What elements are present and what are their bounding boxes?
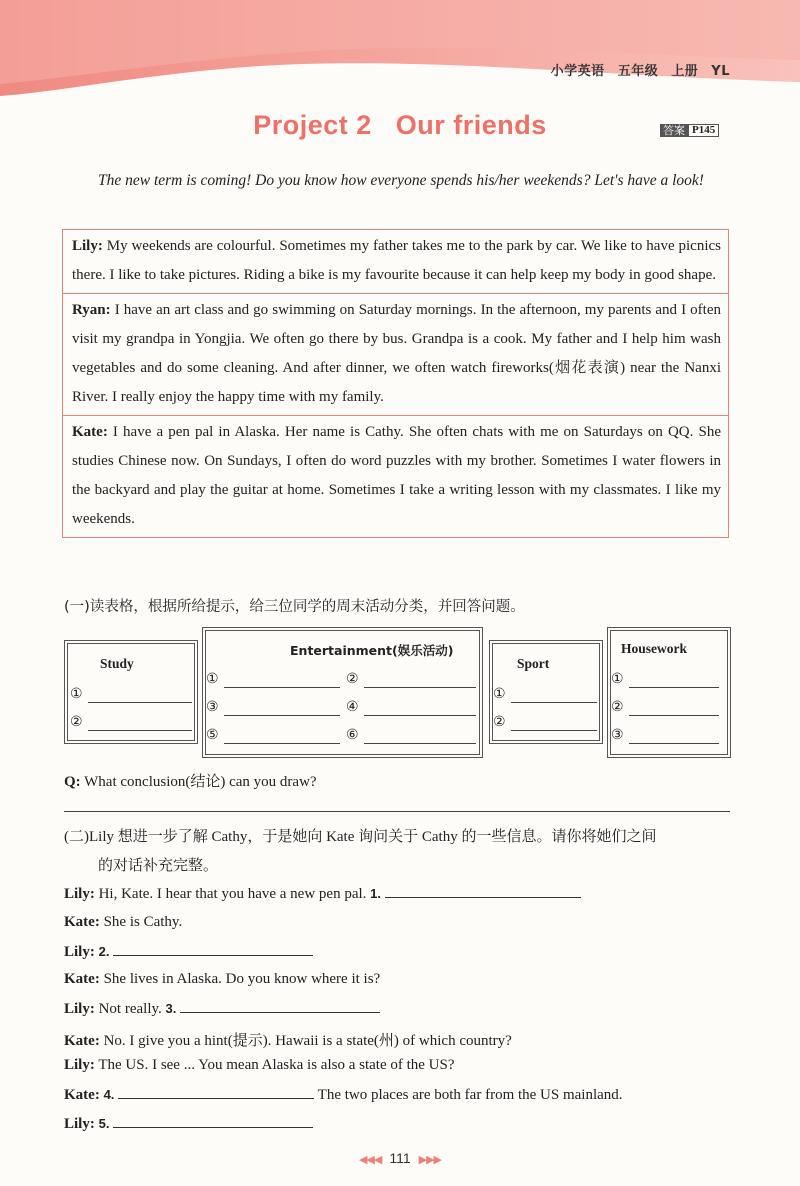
reading-paragraph-kate (63, 415, 728, 537)
dialog-line-3: Lily: 2. (64, 943, 313, 961)
page-footer (0, 1150, 800, 1166)
reading-paragraph-lily (63, 230, 728, 293)
left-arrows-icon: ◀◀◀ (358, 1154, 382, 1166)
dialog-blank-5[interactable] (113, 1115, 313, 1128)
header-banner (0, 0, 800, 100)
conclusion-answer-line[interactable] (64, 811, 730, 812)
dialog-line-9: Lily: 5. (64, 1115, 313, 1133)
dialog-blank-3[interactable] (180, 1000, 380, 1013)
edition-label: YL (711, 64, 730, 79)
reading-paragraph-ryan (63, 293, 728, 415)
dialog-blank-2[interactable] (113, 943, 313, 956)
paragraph-text: I have a pen pal in Alaska. Her name is Cathy. She often chats with me on Saturdays on QQ. She studies Chinese now. On Sundays, I often do word puzzles with my brother. Sometimes I water flowers in the backyard and play the guitar at home. Sometimes I take a writing lesson with my classmates. I like my weekends. (72, 424, 721, 527)
sport-slot-2[interactable]: ② (493, 714, 597, 731)
paragraph-text: My weekends are colourful. Sometimes my father takes me to the park by car. We like to have picnics there. I like to take pictures. Riding a bike is my favourite because it can help keep my body in good shape. (72, 238, 721, 283)
speaker-name: Kate: (72, 424, 108, 440)
dialog-line-4: Kate: She lives in Alaska. Do you know where it is? (64, 971, 381, 987)
volume-label: 上册 (671, 64, 699, 79)
housework-slot-3[interactable]: ③ (611, 727, 719, 744)
dialog-line-2: Kate: She is Cathy. (64, 914, 183, 930)
dialog-blank-4[interactable] (118, 1086, 314, 1099)
study-heading: Study (100, 656, 134, 671)
speaker-name: Lily: (72, 238, 103, 254)
part2-instruction (64, 823, 734, 881)
entertainment-slot-1[interactable]: ① (206, 671, 340, 688)
entertainment-heading: Entertainment(娱乐活动) (290, 643, 454, 658)
right-arrows-icon: ▶▶▶ (418, 1154, 442, 1166)
dialog-line-6: Kate: No. I give you a hint(提示). Hawaii is a state(州) of which country? (64, 1033, 512, 1049)
answer-tag-label: 答案 (660, 124, 688, 137)
intro-text: The new term is coming! Do you know how everyone spends his/her weekends? Let's have a look! (98, 172, 704, 189)
dialog-line-5: Lily: Not really. 3. (64, 1000, 380, 1018)
speaker-name: Ryan: (72, 302, 111, 318)
entertainment-box (205, 630, 480, 755)
answer-reference (660, 123, 719, 137)
entertainment-slot-6[interactable]: ⑥ (346, 727, 476, 744)
sport-slot-1[interactable]: ① (493, 686, 597, 703)
dialog-line-8: Kate: 4. The two places are both far from the US mainland. (64, 1087, 623, 1103)
grade-label: 五年级 (617, 64, 659, 79)
study-slot-1[interactable]: ① (70, 686, 192, 703)
book-header (551, 60, 730, 79)
part2-instruction-line1: (二)Lily 想进一步了解 Cathy，于是她向 Kate 询问关于 Cathy 的一些信息。请你将她们之间 (64, 829, 657, 845)
page-number: 111 (389, 1150, 411, 1166)
dialog-line-7: Lily: The US. I see ... You mean Alaska is also a state of the US? (64, 1057, 455, 1073)
page-title: Project 2 Our friends (253, 110, 547, 140)
question-text: What conclusion(结论) can you draw? (80, 774, 317, 790)
part1-instruction: (一)读表格，根据所给提示，给三位同学的周末活动分类，并回答问题。 (64, 599, 525, 615)
sport-box (492, 643, 600, 741)
answer-tag-page: P145 (688, 124, 719, 137)
housework-slot-1[interactable]: ① (611, 671, 719, 688)
series-label: 小学英语 (550, 64, 605, 79)
entertainment-slot-4[interactable]: ④ (346, 699, 476, 716)
study-box (67, 643, 195, 741)
reading-passage-box (62, 229, 729, 538)
sport-heading: Sport (517, 656, 550, 671)
conclusion-question (64, 770, 317, 791)
housework-box (610, 630, 728, 755)
entertainment-slot-5[interactable]: ⑤ (206, 727, 340, 744)
dialog-blank-1[interactable] (385, 885, 581, 898)
dialog-line-1: Lily: Hi, Kate. I hear that you have a new pen pal. 1. (64, 885, 581, 903)
entertainment-slot-2[interactable]: ② (346, 671, 476, 688)
entertainment-slot-3[interactable]: ③ (206, 699, 340, 716)
housework-heading: Housework (621, 641, 688, 656)
study-slot-2[interactable]: ② (70, 714, 192, 731)
housework-slot-2[interactable]: ② (611, 699, 719, 716)
paragraph-text: I have an art class and go swimming on Saturday mornings. In the afternoon, my parents and I often visit my grandpa in Yongjia. We often go there by bus. Grandpa is a cook. My father and I help him wash vegetables and do some cleaning. And after dinner, we often watch fireworks(烟花表演) near the Nanxi River. I really enjoy the happy time with my family. (72, 302, 721, 405)
question-label: Q: (64, 774, 81, 790)
part2-instruction-line2: 的对话补充完整。 (98, 858, 219, 874)
